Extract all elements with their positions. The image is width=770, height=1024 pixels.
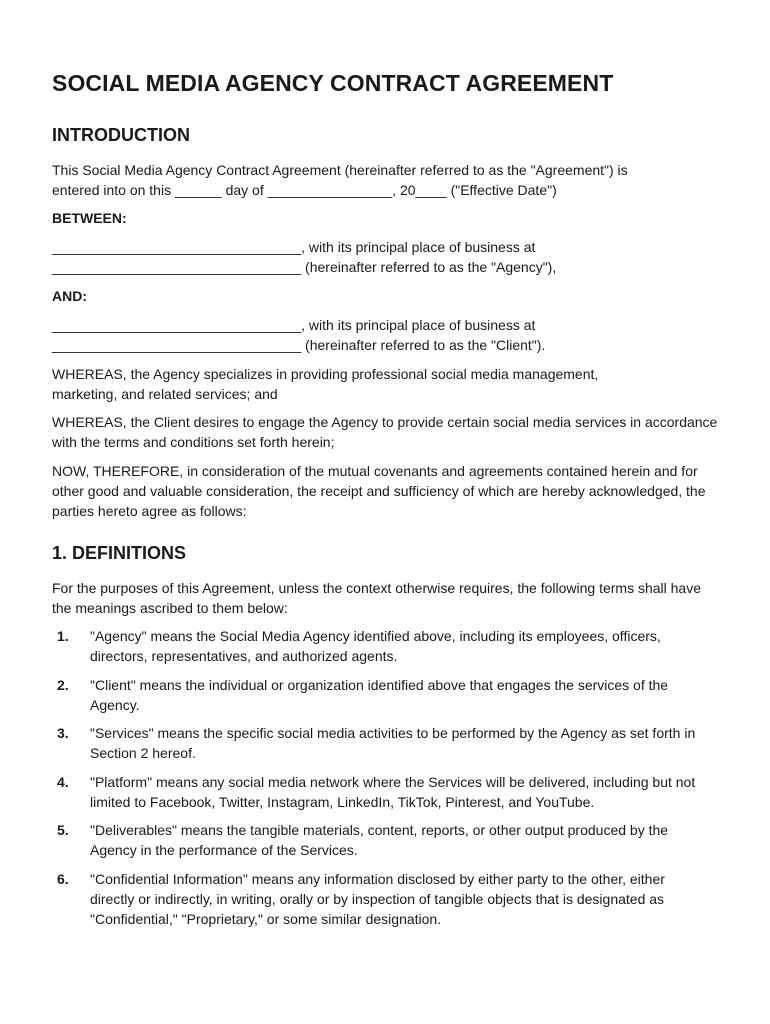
now-therefore-paragraph: NOW, THEREFORE, in consideration of the mutual covenants and agreements contained herein and for other good and valuable consideration, the receipt and sufficiency of which are hereby acknowledged, the parties hereto agree as follows:	[52, 463, 706, 519]
definition-number: 6.	[57, 871, 69, 887]
intro-line-1: This Social Media Agency Contract Agreement (hereinafter referred to as the "Agreement") is	[52, 162, 628, 178]
definition-number: 2.	[57, 677, 69, 693]
definition-text: "Deliverables" means the tangible materials, content, reports, or other output produced by the Agency in the performance of the Services.	[90, 822, 669, 858]
definition-number: 5.	[57, 822, 69, 838]
definition-text: "Client" means the individual or organization identified above that engages the services of the Agency.	[90, 677, 669, 713]
client-line-2: ________________________________ (hereinafter referred to as the "Client").	[52, 337, 546, 353]
intro-line-2: entered into on this ______ day of ________________, 20____ ("Effective Date")	[52, 182, 557, 198]
definition-item	[52, 626, 722, 666]
whereas-paragraph-2: WHEREAS, the Client desires to engage the Agency to provide certain social media services in accordance with the terms and conditions set forth herein;	[52, 414, 718, 450]
definition-text: "Platform" means any social media network where the Services will be delivered, including but not limited to Facebook, Twitter, Instagram, LinkedIn, TikTok, Pinterest, and YouTube.	[90, 774, 696, 810]
definition-number: 1.	[57, 628, 69, 644]
client-line-1: ________________________________, with its principal place of business at	[52, 317, 536, 333]
definition-number: 4.	[57, 774, 69, 790]
definitions-heading: 1. DEFINITIONS	[52, 543, 187, 563]
definition-text: "Services" means the specific social media activities to be performed by the Agency as set forth in Section 2 hereof.	[90, 725, 696, 761]
document-title: SOCIAL MEDIA AGENCY CONTRACT AGREEMENT	[52, 70, 614, 96]
whereas-paragraph-1: WHEREAS, the Agency specializes in providing professional social media management, marketing, and related services; and	[52, 366, 599, 402]
definition-item	[52, 723, 722, 763]
definition-item	[52, 772, 722, 812]
between-label: BETWEEN:	[52, 210, 127, 226]
agency-line-2: ________________________________ (hereinafter referred to as the "Agency"),	[52, 259, 557, 275]
definition-text: "Agency" means the Social Media Agency identified above, including its employees, officers, directors, representatives, and authorized agents.	[90, 628, 661, 664]
agency-line-1: ________________________________, with its principal place of business at	[52, 239, 536, 255]
definition-item	[52, 675, 722, 715]
definition-item	[52, 869, 722, 929]
introduction-heading: INTRODUCTION	[52, 125, 190, 145]
definition-item	[52, 820, 722, 860]
definition-number: 3.	[57, 725, 69, 741]
definition-text: "Confidential Information" means any information disclosed by either party to the other, either directly or indirectly, in writing, orally or by inspection of tangible objects that is designated as "Confidential," "Proprietary," or some similar designation.	[90, 871, 665, 927]
definitions-lead: For the purposes of this Agreement, unless the context otherwise requires, the following terms shall have the meanings ascribed to them below:	[52, 580, 702, 616]
and-label: AND:	[52, 288, 87, 304]
